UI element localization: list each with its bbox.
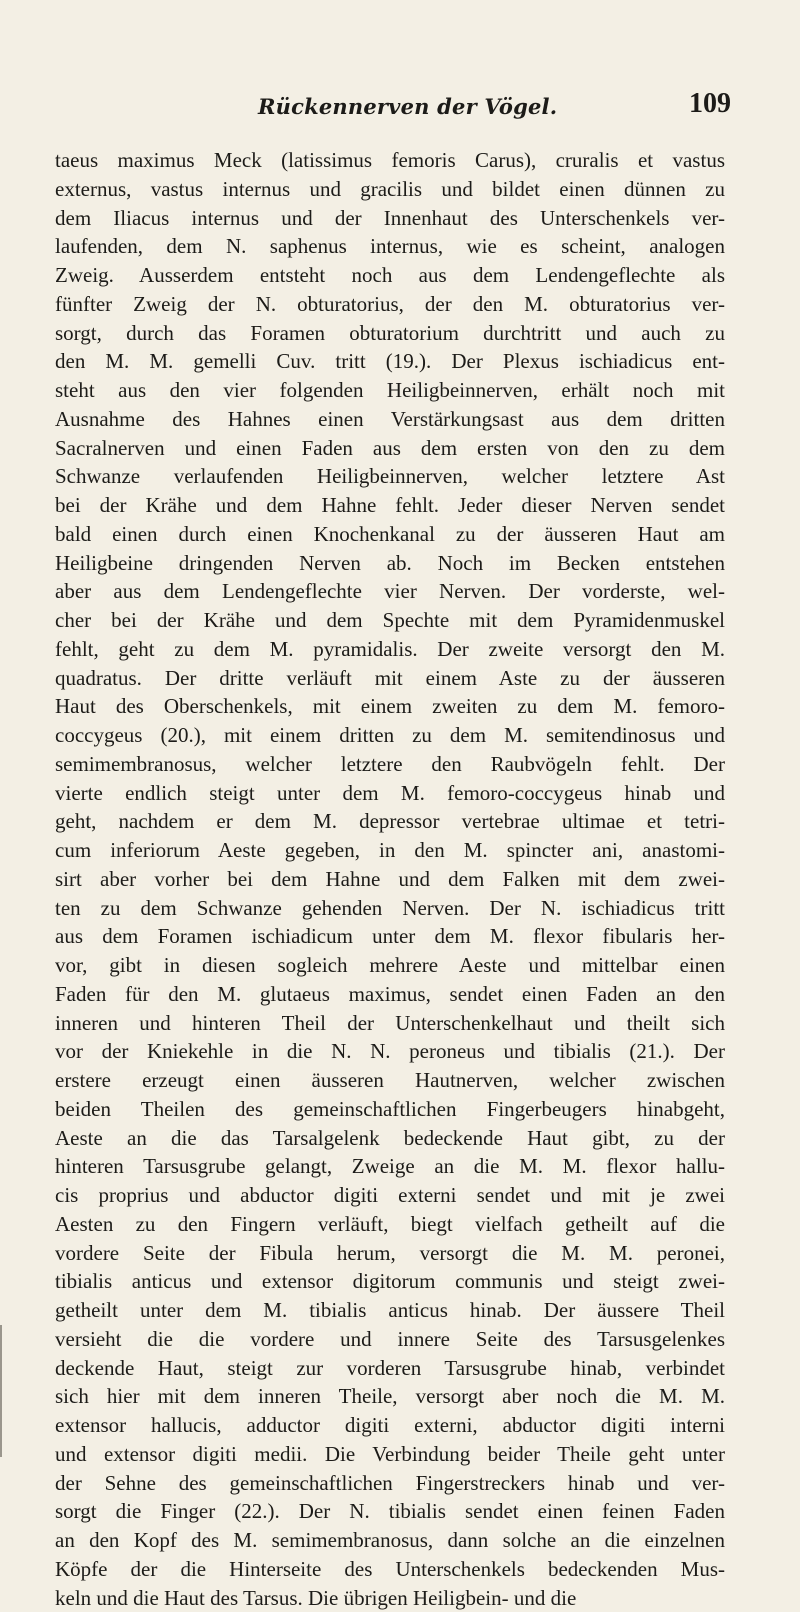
text-line: ten zu dem Schwanze gehenden Nerven. Der N. ischiadicus tritt <box>55 894 725 923</box>
text-line: deckende Haut, steigt zur vorderen Tarsusgrube hinab, verbindet <box>55 1354 725 1383</box>
text-line: steht aus den vier folgenden Heiligbeinnerven, erhält noch mit <box>55 376 725 405</box>
text-line: aber aus dem Lendengeflechte vier Nerven. Der vorderste, wel- <box>55 577 725 606</box>
text-line: dem Iliacus internus und der Innenhaut des Unterschenkels ver- <box>55 204 725 233</box>
text-line: Schwanze verlaufenden Heiligbeinnerven, welcher letztere Ast <box>55 462 725 491</box>
text-line: und extensor digiti medii. Die Verbindung beider Theile geht unter <box>55 1440 725 1469</box>
text-line: vor der Kniekehle in die N. N. peroneus und tibialis (21.). Der <box>55 1037 725 1066</box>
text-line: getheilt unter dem M. tibialis anticus hinab. Der äussere Theil <box>55 1296 725 1325</box>
text-line: Köpfe der die Hinterseite des Unterschenkels bedeckenden Mus- <box>55 1555 725 1584</box>
text-line: Aeste an die das Tarsalgelenk bedeckende Haut gibt, zu der <box>55 1124 725 1153</box>
text-line: geht, nachdem er dem M. depressor vertebrae ultimae et tetri- <box>55 807 725 836</box>
text-line: Aesten zu den Fingern verläuft, biegt vielfach getheilt auf die <box>55 1210 725 1239</box>
text-line: cher bei der Krähe und dem Spechte mit dem Pyramidenmuskel <box>55 606 725 635</box>
text-line: quadratus. Der dritte verläuft mit einem Aste zu der äusseren <box>55 664 725 693</box>
text-line: Zweig. Ausserdem entsteht noch aus dem Lendengeflechte als <box>55 261 725 290</box>
text-line: sirt aber vorher bei dem Hahne und dem Falken mit dem zwei- <box>55 865 725 894</box>
text-line: sich hier mit dem inneren Theile, versorgt aber noch die M. M. <box>55 1382 725 1411</box>
text-line: sorgt, durch das Foramen obturatorium durchtritt und auch zu <box>55 319 725 348</box>
text-line: laufenden, dem N. saphenus internus, wie es scheint, analogen <box>55 232 725 261</box>
page-header <box>0 88 800 128</box>
text-line: bald einen durch einen Knochenkanal zu der äusseren Haut am <box>55 520 725 549</box>
text-line: vierte endlich steigt unter dem M. femoro-coccygeus hinab und <box>55 779 725 808</box>
body-text <box>55 146 725 1612</box>
text-line: Heiligbeine dringenden Nerven ab. Noch im Becken entstehen <box>55 549 725 578</box>
text-line: fünfter Zweig der N. obturatorius, der den M. obturatorius ver- <box>55 290 725 319</box>
text-line: taeus maximus Meck (latissimus femoris Carus), cruralis et vastus <box>55 146 725 175</box>
text-line: hinteren Tarsusgrube gelangt, Zweige an die M. M. flexor hallu- <box>55 1152 725 1181</box>
text-line: coccygeus (20.), mit einem dritten zu dem M. semitendinosus und <box>55 721 725 750</box>
text-line: externus, vastus internus und gracilis und bildet einen dünnen zu <box>55 175 725 204</box>
text-line: sorgt die Finger (22.). Der N. tibialis sendet einen feinen Faden <box>55 1497 725 1526</box>
text-line: vordere Seite der Fibula herum, versorgt die M. M. peronei, <box>55 1239 725 1268</box>
text-line: keln und die Haut des Tarsus. Die übrigen Heiligbein- und die <box>55 1584 725 1612</box>
text-line: Ausnahme des Hahnes einen Verstärkungsast aus dem dritten <box>55 405 725 434</box>
text-line: Sacralnerven und einen Faden aus dem ersten von den zu dem <box>55 434 725 463</box>
page-edge-shadow <box>0 1325 2 1457</box>
text-line: versieht die die vordere und innere Seite des Tarsusgelenkes <box>55 1325 725 1354</box>
text-line: aus dem Foramen ischiadicum unter dem M. flexor fibularis her- <box>55 922 725 951</box>
text-line: erstere erzeugt einen äusseren Hautnerven, welcher zwischen <box>55 1066 725 1095</box>
text-line: inneren und hinteren Theil der Unterschenkelhaut und theilt sich <box>55 1009 725 1038</box>
text-line: tibialis anticus und extensor digitorum communis und steigt zwei- <box>55 1267 725 1296</box>
text-line: Haut des Oberschenkels, mit einem zweiten zu dem M. femoro- <box>55 692 725 721</box>
text-line: vor, gibt in diesen sogleich mehrere Aeste und mittelbar einen <box>55 951 725 980</box>
text-line: Faden für den M. glutaeus maximus, sendet einen Faden an den <box>55 980 725 1009</box>
text-line: extensor hallucis, adductor digiti externi, abductor digiti interni <box>55 1411 725 1440</box>
text-line: an den Kopf des M. semimembranosus, dann solche an die einzelnen <box>55 1526 725 1555</box>
text-line: bei der Krähe und dem Hahne fehlt. Jeder dieser Nerven sendet <box>55 491 725 520</box>
page-number: 109 <box>689 88 731 120</box>
running-title: Rückennerven der Vögel. <box>258 94 557 119</box>
text-line: cis proprius und abductor digiti externi sendet und mit je zwei <box>55 1181 725 1210</box>
text-line: den M. M. gemelli Cuv. tritt (19.). Der Plexus ischiadicus ent- <box>55 347 725 376</box>
text-line: semimembranosus, welcher letztere den Raubvögeln fehlt. Der <box>55 750 725 779</box>
text-line: fehlt, geht zu dem M. pyramidalis. Der zweite versorgt den M. <box>55 635 725 664</box>
text-line: der Sehne des gemeinschaftlichen Fingerstreckers hinab und ver- <box>55 1469 725 1498</box>
text-line: beiden Theilen des gemeinschaftlichen Fingerbeugers hinabgeht, <box>55 1095 725 1124</box>
text-line: cum inferiorum Aeste gegeben, in den M. spincter ani, anastomi- <box>55 836 725 865</box>
